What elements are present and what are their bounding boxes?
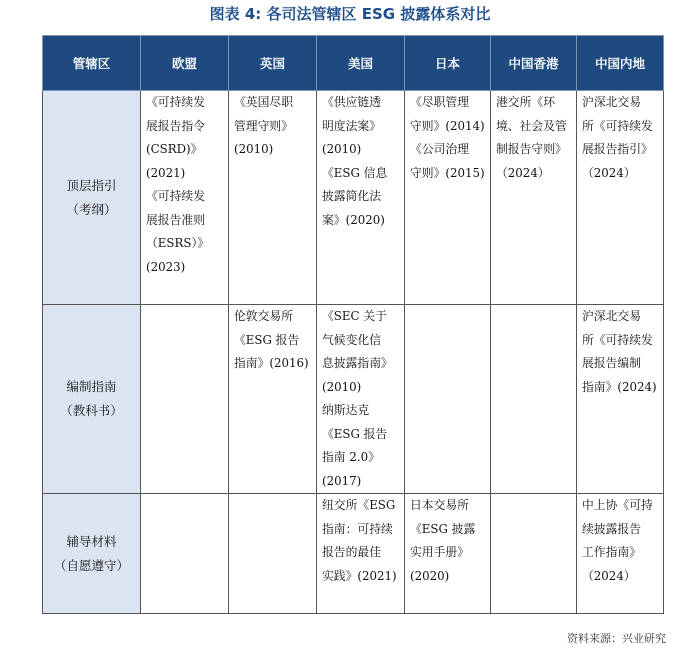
cell-text-line: 管理守则》: [234, 118, 293, 133]
col-header-hongkong: 中国香港: [491, 36, 577, 91]
cell-text-line: 《可持续发: [146, 95, 205, 109]
cell-text-line: 息披露指南》: [322, 356, 393, 370]
cell-text-line: (2021): [146, 165, 186, 180]
cell-text-line: （ESRS）》: [146, 236, 210, 250]
comparison-table: [42, 35, 664, 614]
row-header: [43, 91, 141, 305]
cell-text-line: 所《可持续发: [582, 118, 653, 133]
cell-text-line: 《SEC 关于: [322, 309, 387, 323]
table-cell-japan: [405, 91, 491, 305]
table-cell-mainland: [577, 305, 664, 494]
row-header-line: 辅导材料: [66, 533, 117, 549]
cell-text-line: (2010): [234, 142, 274, 156]
source-note: 资料来源：兴业研究: [567, 632, 666, 645]
table-cell-eu: [141, 494, 229, 614]
cell-text-line: 《尽职管理: [410, 95, 469, 109]
col-header-japan: 日本: [405, 36, 491, 91]
table-row: [43, 305, 664, 494]
col-header-us: 美国: [317, 36, 405, 91]
cell-text-line: 披露简化法: [322, 189, 381, 203]
table-cell-hongkong: [491, 494, 577, 614]
table-cell-uk: [229, 494, 317, 614]
cell-text-line: 工作指南》: [582, 545, 641, 559]
cell-text-line: 明度法案》: [322, 118, 381, 133]
table-cell-eu: [141, 91, 229, 305]
table-cell-japan: [405, 494, 491, 614]
col-header-mainland: 中国内地: [577, 36, 664, 91]
cell-text-line: 报告的最佳: [322, 545, 381, 559]
table-cell-mainland: [577, 91, 664, 305]
cell-text-line: 港交所《环: [496, 95, 555, 109]
cell-text-line: 气候变化信: [322, 332, 381, 347]
cell-text-line: 中上协《可持: [582, 498, 653, 512]
cell-text-line: 《ESG 报告: [322, 426, 388, 441]
cell-text-line: 指南 2.0》: [322, 450, 380, 464]
row-header-line: （考纲）: [66, 201, 117, 217]
table-cell-us: [317, 91, 405, 305]
cell-text-line: 指南》(2016): [234, 356, 309, 370]
cell-text-line: 《公司治理: [410, 142, 469, 156]
cell-text-line: 纽交所《ESG: [322, 498, 396, 512]
cell-text-line: 《供应链透: [322, 95, 381, 109]
table-cell-us: [317, 305, 405, 494]
cell-text-line: (2010): [322, 379, 362, 394]
cell-text-line: (2023): [146, 259, 186, 274]
figure-title: 图表 4: 各司法管辖区 ESG 披露体系对比: [209, 5, 491, 23]
row-header: [43, 494, 141, 614]
cell-text-line: (2020): [410, 568, 450, 583]
cell-text-line: 制报告守则》: [496, 142, 567, 156]
cell-text-line: (2010): [322, 142, 362, 156]
cell-text-line: 指南：可持续: [322, 521, 393, 536]
cell-text-line: 展报告指引》: [582, 142, 653, 156]
cell-text-line: （2024）: [582, 165, 636, 180]
col-header-uk: 英国: [229, 36, 317, 91]
cell-text-line: （2024）: [496, 165, 550, 180]
cell-text-line: 指南》(2024): [582, 379, 657, 394]
cell-text-line: (CSRD)》: [146, 142, 203, 156]
cell-text-line: 展报告指令: [146, 118, 205, 133]
col-header-eu: 欧盟: [141, 36, 229, 91]
table-cell-mainland: [577, 494, 664, 614]
cell-text-line: 展报告准则: [146, 212, 205, 227]
cell-text-line: 《ESG 报告: [234, 332, 300, 347]
cell-text-line: 《英国尽职: [234, 95, 293, 109]
table-row: [43, 91, 664, 305]
table-cell-uk: [229, 305, 317, 494]
cell-text-line: 日本交易所: [410, 498, 469, 512]
cell-text-line: 境、社会及管: [496, 118, 567, 133]
cell-text-line: （2024）: [582, 568, 636, 583]
cell-text-line: 《ESG 信息: [322, 165, 388, 180]
row-header-line: 编制指南: [66, 379, 117, 394]
cell-text-line: 沪深北交易: [582, 309, 641, 323]
table-cell-eu: [141, 305, 229, 494]
cell-text-line: 《ESG 披露: [410, 521, 476, 536]
row-header-line: （自愿遵守）: [53, 557, 129, 573]
table-cell-uk: [229, 91, 317, 305]
cell-text-line: (2017): [322, 473, 362, 488]
cell-text-line: 沪深北交易: [582, 95, 641, 109]
row-header: [43, 305, 141, 494]
row-header-line: （教科书）: [60, 403, 123, 418]
table-cell-us: [317, 494, 405, 614]
row-header-line: 顶层指引: [66, 177, 117, 193]
cell-text-line: 伦敦交易所: [234, 309, 293, 323]
cell-text-line: 展报告编制: [582, 356, 641, 370]
col-header-jurisdiction: 管辖区: [43, 36, 141, 91]
table-body: [43, 91, 664, 614]
cell-text-line: 守则》(2014): [410, 118, 485, 133]
header-row: [43, 36, 664, 91]
cell-text-line: 续披露报告: [582, 521, 641, 536]
cell-text-line: 案》(2020): [322, 212, 385, 227]
cell-text-line: 实践》(2021): [322, 568, 397, 583]
table-row: [43, 494, 664, 614]
table-cell-hongkong: [491, 305, 577, 494]
cell-text-line: 守则》(2015): [410, 165, 485, 180]
cell-text-line: 纳斯达克: [322, 403, 370, 417]
cell-text-line: 所《可持续发: [582, 332, 653, 347]
cell-text-line: 《可持续发: [146, 189, 205, 203]
cell-text-line: 实用手册》: [410, 545, 469, 559]
table-cell-hongkong: [491, 91, 577, 305]
table-cell-japan: [405, 305, 491, 494]
